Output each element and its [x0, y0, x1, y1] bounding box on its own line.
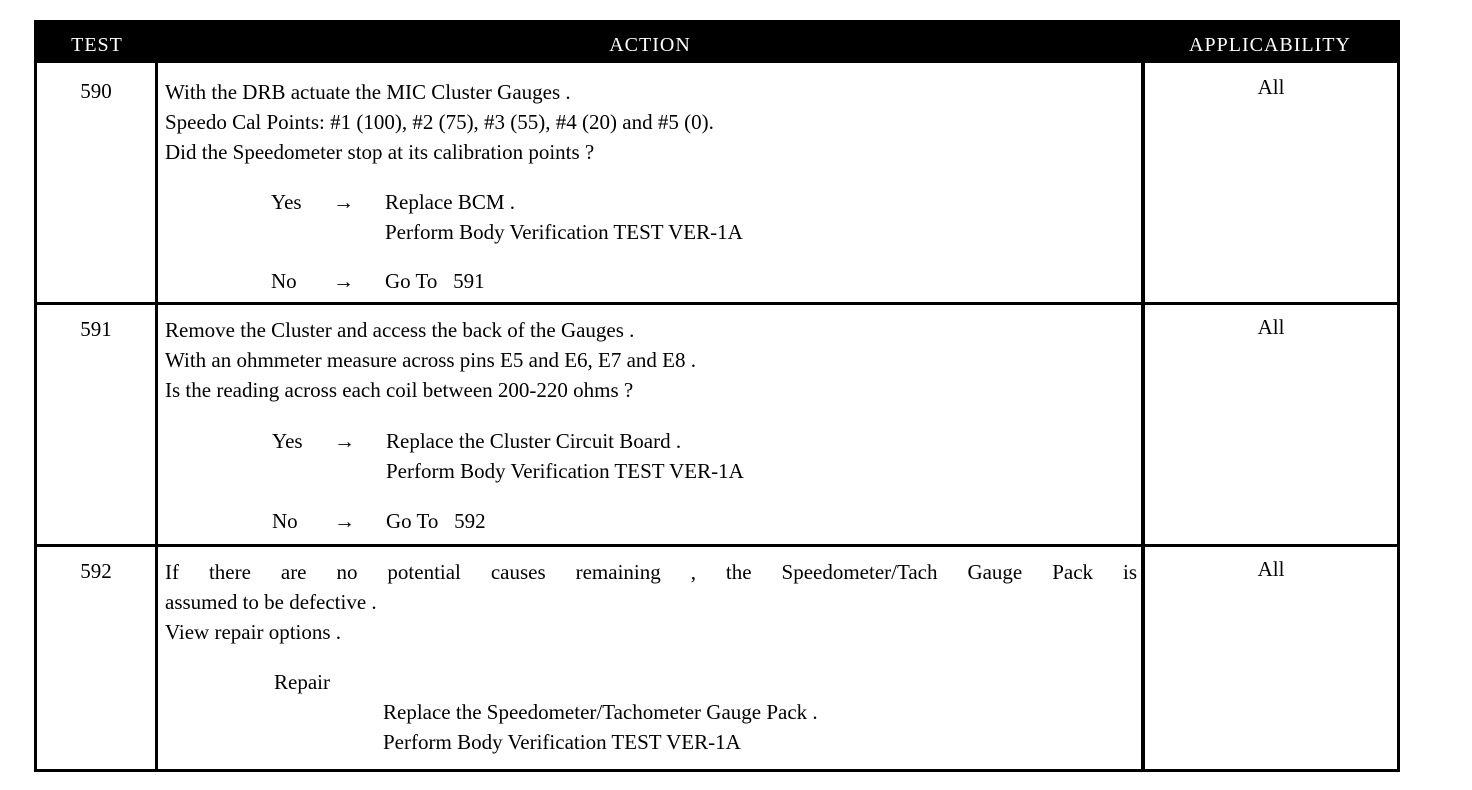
action-line: If there are no potential causes remaining , the Speedometer/Tach Gauge Pack is	[165, 560, 1137, 584]
action-line: Did the Speedometer stop at its calibration points ?	[165, 140, 595, 164]
arrow-icon: →	[333, 269, 354, 293]
repair-line: Replace the Speedometer/Tachometer Gauge Pack .	[383, 700, 818, 724]
table-row	[37, 547, 1397, 772]
repair-action	[383, 697, 818, 757]
yes-line: Replace BCM .	[385, 190, 516, 214]
applicability-value: All	[1257, 557, 1285, 581]
test-number: 590	[80, 79, 112, 103]
table-row	[37, 63, 1397, 304]
no-action: Go To 591	[385, 269, 485, 293]
no-action: Go To 592	[386, 509, 486, 533]
action-line: Speedo Cal Points: #1 (100), #2 (75), #3 (55), #4 (20) and #5 (0).	[165, 110, 714, 134]
header-action: ACTION	[609, 34, 691, 56]
action-cell	[165, 315, 1145, 405]
arrow-icon: →	[333, 190, 354, 214]
applicability-value: All	[1257, 315, 1285, 339]
yes-label: Yes	[272, 429, 303, 453]
applicability-value: All	[1257, 75, 1285, 99]
yes-line: Perform Body Verification TEST VER-1A	[385, 220, 743, 244]
yes-label: Yes	[271, 190, 302, 214]
yes-action	[385, 187, 743, 247]
table-header	[37, 23, 1397, 63]
yes-line: Perform Body Verification TEST VER-1A	[386, 459, 744, 483]
action-line: assumed to be defective .	[165, 590, 377, 614]
no-label: No	[272, 509, 298, 533]
action-line: Remove the Cluster and access the back of the Gauges .	[165, 318, 635, 342]
table-row	[37, 305, 1397, 545]
repair-line: Perform Body Verification TEST VER-1A	[383, 730, 741, 754]
test-number: 591	[80, 317, 112, 341]
action-line: Is the reading across each coil between 200-220 ohms ?	[165, 378, 634, 402]
arrow-icon: →	[334, 509, 355, 533]
yes-line: Replace the Cluster Circuit Board .	[386, 429, 682, 453]
action-line: With the DRB actuate the MIC Cluster Gauges .	[165, 80, 571, 104]
test-number: 592	[80, 559, 112, 583]
repair-label: Repair	[274, 670, 330, 694]
action-line: With an ohmmeter measure across pins E5 and E6, E7 and E8 .	[165, 348, 697, 372]
no-label: No	[271, 269, 297, 293]
action-cell	[165, 77, 1145, 167]
yes-action	[386, 426, 744, 486]
header-test: TEST	[71, 34, 123, 56]
action-line: View repair options .	[165, 620, 342, 644]
arrow-icon: →	[334, 429, 355, 453]
diagnostic-table	[34, 20, 1400, 772]
header-applicability: APPLICABILITY	[1189, 34, 1351, 56]
action-cell	[165, 557, 1145, 647]
